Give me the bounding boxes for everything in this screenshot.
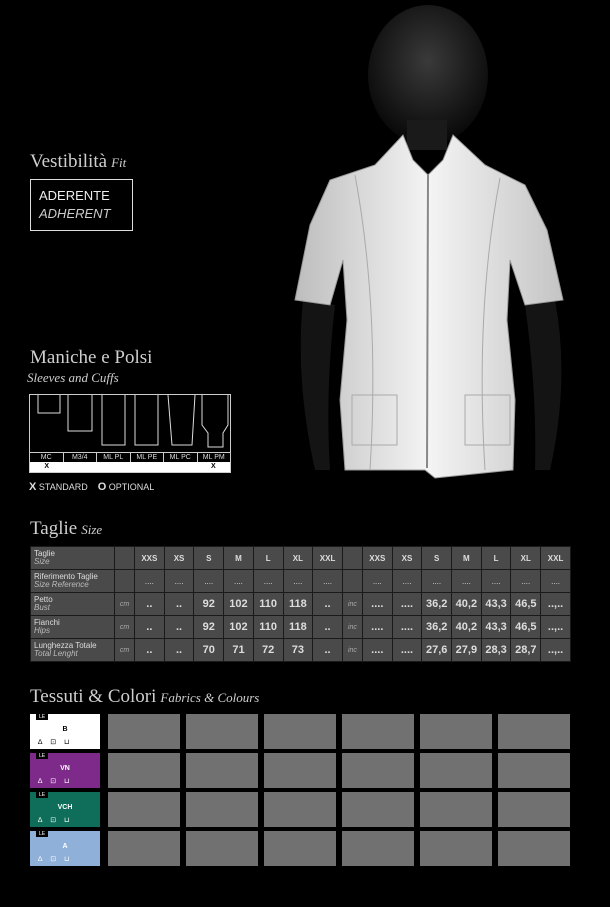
size-cell-cm: 118 [283, 616, 313, 639]
care-symbols-icon: ∆ ⊡ ⊔ [38, 856, 73, 863]
size-cell-inch: ..,.. [541, 639, 571, 662]
fabric-swatch [30, 831, 100, 866]
size-row-label [31, 547, 115, 570]
fabric-row [30, 831, 576, 866]
size-unit-cm [115, 570, 135, 593]
size-row [31, 570, 571, 593]
size-cell-inch: XL [511, 547, 541, 570]
legend-optional: OPTIONAL [108, 482, 155, 492]
sleeve-mark-mlpc [163, 462, 196, 472]
size-cell-cm: XXS [135, 547, 165, 570]
fabric-swatch [30, 714, 100, 749]
fabric-cell [186, 714, 258, 749]
size-unit-inch [342, 547, 362, 570]
fabric-cell [342, 753, 414, 788]
size-cell-cm: .. [164, 639, 194, 662]
size-cell-inch: 27,9 [452, 639, 482, 662]
size-row [31, 616, 571, 639]
fabric-cell [264, 792, 336, 827]
size-row-label-en: Hips [34, 626, 51, 635]
fabrics-title-en: Fabrics & Colours [160, 690, 260, 705]
size-cell-inch: 46,5 [511, 593, 541, 616]
sleeve-mark-mlpe [130, 462, 163, 472]
size-cell-inch: .... [392, 616, 422, 639]
fabric-cell [420, 831, 492, 866]
size-cell-inch: 27,6 [422, 639, 452, 662]
size-row [31, 639, 571, 662]
size-cell-inch: .... [392, 570, 422, 593]
size-cell-inch: 28,3 [481, 639, 511, 662]
size-cell-cm: L [253, 547, 283, 570]
sleeve-label-mlpl: ML PL [97, 453, 131, 462]
size-cell-inch: .... [481, 570, 511, 593]
care-symbols-icon: ∆ ⊡ ⊔ [38, 739, 73, 746]
fabric-cell [420, 714, 492, 749]
fabric-cell [264, 753, 336, 788]
size-row [31, 547, 571, 570]
fabric-code: A [62, 843, 68, 850]
size-unit-inch: inc [342, 639, 362, 662]
fabric-swatch [30, 753, 100, 788]
size-cell-cm: .... [313, 570, 343, 593]
fabric-cell [108, 792, 180, 827]
size-cell-cm: .. [135, 593, 165, 616]
sleeve-mark-mc: X [44, 463, 49, 470]
size-cell-cm: 110 [253, 616, 283, 639]
sleeve-shapes-icon [30, 395, 230, 451]
fabric-row [30, 714, 576, 749]
sleeves-title: Maniche e Polsi [30, 347, 153, 368]
size-cell-inch: .... [362, 570, 392, 593]
sleeve-label-m34: M3/4 [64, 453, 98, 462]
size-cell-cm: .... [283, 570, 313, 593]
sleeve-label-mlpc: ML PC [164, 453, 198, 462]
size-cell-inch: .... [392, 593, 422, 616]
size-cell-inch: XXS [362, 547, 392, 570]
fabric-cell [498, 714, 570, 749]
size-unit-inch: inc [342, 593, 362, 616]
size-unit-cm: cm [115, 593, 135, 616]
size-unit-inch: inc [342, 616, 362, 639]
fabric-cell [108, 714, 180, 749]
size-cell-inch: 40,2 [452, 593, 482, 616]
fabric-cell [108, 831, 180, 866]
sleeve-label-mlpm: ML PM [202, 454, 225, 461]
sizes-title-en: Size [81, 522, 103, 537]
model-photo [285, 0, 585, 520]
sleeve-mark-mlpl [97, 462, 130, 472]
size-row-label [31, 570, 115, 593]
size-cell-inch: .... [362, 639, 392, 662]
size-cell-cm: XL [283, 547, 313, 570]
size-cell-inch: M [452, 547, 482, 570]
size-cell-inch: .... [362, 593, 392, 616]
size-cell-cm: XXL [313, 547, 343, 570]
fabric-cell [108, 753, 180, 788]
size-cell-cm: .. [313, 616, 343, 639]
size-row-label-en: Size Reference [34, 580, 89, 589]
size-table [30, 546, 571, 662]
size-cell-inch: 43,3 [481, 616, 511, 639]
size-cell-cm: 92 [194, 616, 224, 639]
size-cell-inch: 43,3 [481, 593, 511, 616]
white-tunic [295, 135, 563, 478]
sleeves-diagram [29, 394, 231, 473]
fabric-cell [342, 792, 414, 827]
size-row-label-it: Petto [34, 595, 53, 604]
fabrics-grid [30, 714, 576, 870]
size-cell-inch: 36,2 [422, 616, 452, 639]
sleeve-mark-mlpm: X [210, 463, 216, 470]
fabrics-title: Tessuti & Colori [30, 686, 157, 707]
sizes-title: Taglie [30, 518, 78, 539]
sleeve-mark-m34 [63, 462, 96, 472]
size-cell-cm: .. [164, 616, 194, 639]
size-cell-cm: .. [135, 639, 165, 662]
fabric-code: B [62, 726, 68, 733]
sleeve-labels-row [30, 452, 230, 462]
fabric-cell [342, 714, 414, 749]
size-row-label-en: Bust [34, 603, 51, 612]
size-cell-inch: .... [392, 639, 422, 662]
size-cell-cm: .. [313, 639, 343, 662]
size-unit-cm [115, 547, 135, 570]
fabric-tag: LE [36, 714, 48, 720]
sleeve-legend [29, 481, 154, 493]
fabric-cell [498, 831, 570, 866]
care-symbols-icon: ∆ ⊡ ⊔ [38, 778, 73, 785]
fabric-cell [498, 792, 570, 827]
sleeves-title-en: Sleeves and Cuffs [27, 370, 119, 385]
size-cell-cm: .... [224, 570, 254, 593]
size-cell-cm: .. [135, 616, 165, 639]
size-cell-inch: .... [362, 616, 392, 639]
sleeve-label-mc: MC [30, 453, 64, 462]
size-cell-cm: .. [164, 593, 194, 616]
size-cell-inch: XS [392, 547, 422, 570]
fabric-row [30, 792, 576, 827]
fabric-cell [186, 831, 258, 866]
size-row-label [31, 616, 115, 639]
size-cell-inch: .... [422, 570, 452, 593]
sizes-heading [30, 518, 102, 540]
size-cell-cm: .... [253, 570, 283, 593]
size-cell-inch: 28,7 [511, 639, 541, 662]
size-row-label-en: Size [34, 557, 50, 566]
size-cell-cm: 102 [224, 593, 254, 616]
size-cell-cm: 110 [253, 593, 283, 616]
fabric-cell [498, 753, 570, 788]
size-row-label-it: Fianchi [34, 618, 60, 627]
size-cell-inch: S [422, 547, 452, 570]
size-cell-inch: ..,.. [541, 593, 571, 616]
size-cell-cm: .... [135, 570, 165, 593]
fit-value-en: ADHERENT [39, 206, 111, 221]
fabric-cell [186, 792, 258, 827]
size-unit-inch [342, 570, 362, 593]
size-cell-cm: 102 [224, 616, 254, 639]
size-unit-cm: cm [115, 616, 135, 639]
legend-standard: STANDARD [38, 482, 88, 492]
fabric-swatch [30, 792, 100, 827]
size-cell-cm: 71 [224, 639, 254, 662]
fit-title: Vestibilità [30, 151, 108, 172]
size-unit-cm: cm [115, 639, 135, 662]
size-cell-inch: 40,2 [452, 616, 482, 639]
size-cell-inch: .... [452, 570, 482, 593]
fit-value: ADERENTE [39, 188, 110, 203]
fabrics-heading [30, 686, 259, 708]
size-row-label-en: Total Lenght [34, 649, 78, 658]
size-cell-cm: 70 [194, 639, 224, 662]
fit-title-en: Fit [111, 155, 127, 170]
fabric-cell [264, 831, 336, 866]
fit-box [30, 179, 133, 231]
legend-x: X [29, 481, 37, 493]
fabric-cell [420, 792, 492, 827]
size-cell-inch: ..,.. [541, 616, 571, 639]
head-silhouette [368, 5, 488, 150]
size-cell-inch: .... [511, 570, 541, 593]
size-cell-cm: 92 [194, 593, 224, 616]
size-cell-inch: 46,5 [511, 616, 541, 639]
fabric-code: VN [60, 765, 70, 772]
size-cell-inch: XXL [541, 547, 571, 570]
fabric-tag: LE [36, 831, 48, 837]
size-cell-inch: L [481, 547, 511, 570]
fabric-code: VCH [57, 804, 73, 811]
size-row-label-it: Riferimento Taglie [34, 572, 98, 581]
size-cell-cm: .. [313, 593, 343, 616]
size-cell-cm: .... [194, 570, 224, 593]
care-symbols-icon: ∆ ⊡ ⊔ [38, 817, 73, 824]
size-cell-inch: .... [541, 570, 571, 593]
size-row-label [31, 593, 115, 616]
size-row-label-it: Lunghezza Totale [34, 641, 97, 650]
sleeve-marks-row [30, 462, 230, 472]
fabric-cell [420, 753, 492, 788]
size-cell-cm: 72 [253, 639, 283, 662]
size-cell-cm: 118 [283, 593, 313, 616]
fit-heading [30, 151, 126, 173]
fabric-cell [186, 753, 258, 788]
size-cell-cm: 73 [283, 639, 313, 662]
fabric-cell [342, 831, 414, 866]
size-cell-cm: XS [164, 547, 194, 570]
fabric-tag: LE [36, 792, 48, 798]
size-row [31, 593, 571, 616]
fabric-row [30, 753, 576, 788]
legend-o: O [97, 481, 107, 493]
size-row-label [31, 639, 115, 662]
size-cell-inch: 36,2 [422, 593, 452, 616]
size-row-label-it: Taglie [34, 549, 55, 558]
fabric-tag: LE [36, 753, 48, 759]
sleeve-label-mlpe: ML PE [131, 453, 165, 462]
fabric-cell [264, 714, 336, 749]
size-cell-cm: .... [164, 570, 194, 593]
size-cell-cm: S [194, 547, 224, 570]
size-cell-cm: M [224, 547, 254, 570]
